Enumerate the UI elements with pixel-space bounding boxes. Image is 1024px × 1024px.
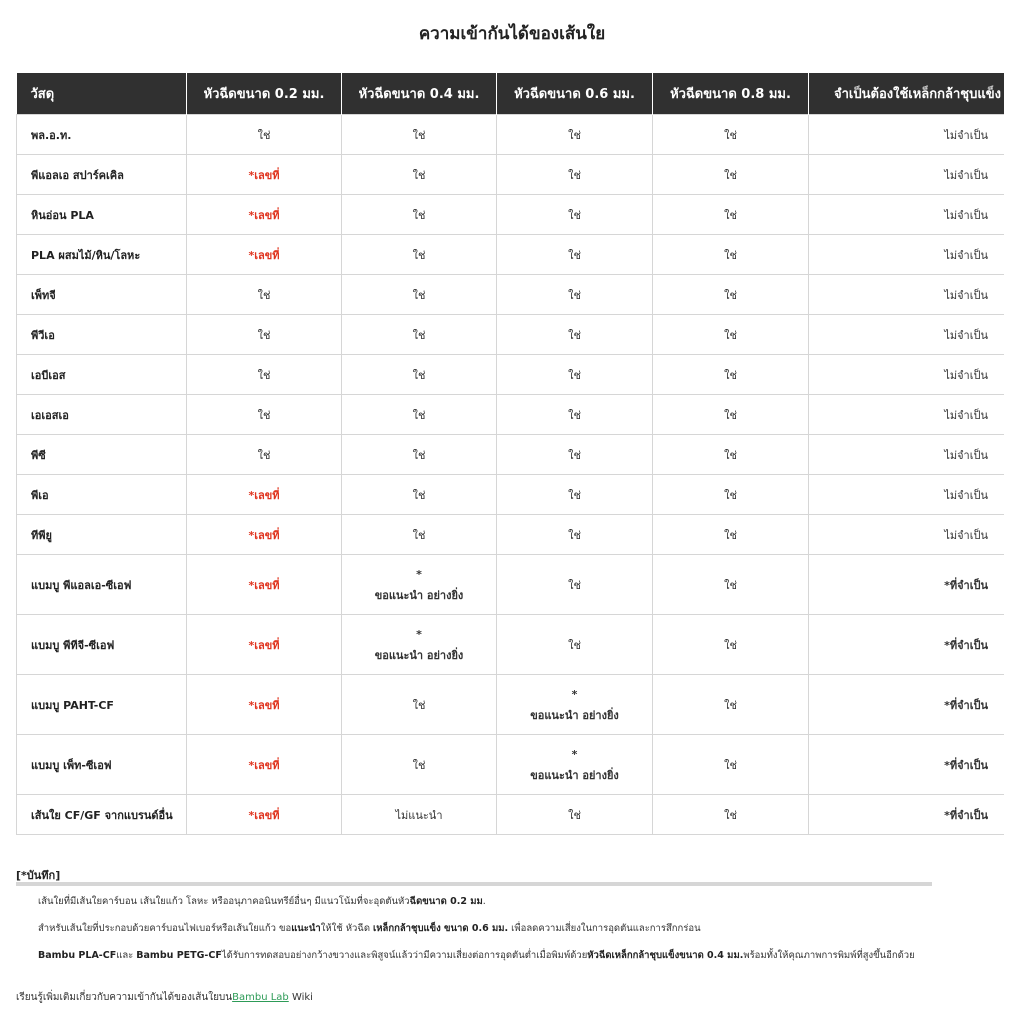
compat-value: ใช่	[568, 808, 581, 822]
hardened-steel-cell: ไม่จำเป็น	[809, 355, 1005, 395]
compat-value: ใช่	[412, 698, 426, 712]
notes-divider	[16, 882, 932, 886]
material-cell: เอเอสเอ	[17, 395, 187, 435]
nozzle-0-6-cell	[497, 275, 653, 315]
hardened-steel-cell: ไม่จำเป็น	[809, 195, 1005, 235]
compat-value: ไม่แนะนำ	[395, 808, 443, 822]
note-1-bold: ฉีดขนาด 0.2 มม	[409, 896, 483, 907]
compat-value: ใช่	[412, 758, 426, 772]
note-3	[38, 948, 915, 963]
nozzle-0-2-cell	[187, 615, 342, 675]
recommend-text: ขอแนะนำ อย่างยิ่ง	[374, 588, 464, 602]
compat-value: ใช่	[257, 128, 271, 142]
compat-value: ใช่	[568, 448, 581, 462]
compat-value: ใช่	[568, 368, 581, 382]
table-row	[17, 435, 1005, 475]
note-3-f: พร้อมทั้งให้คุณภาพการพิมพ์ที่สูงขึ้นอีกด้วย	[743, 950, 915, 961]
hardened-steel-cell: ไม่จำเป็น	[809, 115, 1005, 155]
nozzle-0-8-cell	[653, 555, 809, 615]
note-2-c: ให้ใช้ หัวฉีด	[320, 923, 374, 934]
material-cell: พีแอลเอ สปาร์คเคิล	[17, 155, 187, 195]
nozzle-0-8-cell	[653, 515, 809, 555]
note-1-end: .	[482, 896, 486, 907]
table-body	[17, 115, 1005, 835]
material-cell: แบมบู PAHT-CF	[17, 675, 187, 735]
compat-value: *เลขที่	[248, 638, 280, 652]
nozzle-0-4-cell	[342, 555, 497, 615]
nozzle-0-2-cell	[187, 515, 342, 555]
footer	[16, 990, 313, 1005]
compatibility-table	[16, 73, 1004, 835]
hardened-steel-cell: *ที่จำเป็น	[809, 555, 1005, 615]
compat-value: *เลขที่	[248, 248, 280, 262]
table-row	[17, 735, 1005, 795]
nozzle-0-4-cell	[342, 195, 497, 235]
nozzle-0-6-cell	[497, 515, 653, 555]
nozzle-0-4-cell	[342, 795, 497, 835]
compat-value: ใช่	[568, 408, 581, 422]
table-row	[17, 275, 1005, 315]
compat-value: ใช่	[568, 248, 581, 262]
nozzle-0-6-cell	[497, 195, 653, 235]
hardened-steel-cell: ไม่จำเป็น	[809, 435, 1005, 475]
compat-value: *เลขที่	[248, 578, 280, 592]
header-nozzle-0-4: หัวฉีดขนาด 0.4 มม.	[342, 73, 497, 115]
nozzle-0-6-cell	[497, 155, 653, 195]
nozzle-0-6-cell	[497, 435, 653, 475]
compat-value: ใช่	[412, 448, 426, 462]
material-cell: พีซี	[17, 435, 187, 475]
compat-value: ใช่	[412, 528, 426, 542]
nozzle-0-8-cell	[653, 275, 809, 315]
note-2-e: เพื่อลดความเสี่ยงในการอุดตันและการสึกกร่อน	[508, 923, 701, 934]
nozzle-0-2-cell	[187, 435, 342, 475]
table-row	[17, 355, 1005, 395]
note-2-b: แนะนำ	[291, 923, 321, 934]
compat-value: ใช่	[412, 128, 426, 142]
footer-text: เรียนรู้เพิ่มเติมเกี่ยวกับความเข้ากันได้ของเส้นใยบน	[16, 992, 233, 1003]
compat-value: ใช่	[724, 248, 737, 262]
nozzle-0-4-cell	[342, 475, 497, 515]
compat-value: *เลขที่	[248, 808, 280, 822]
nozzle-0-8-cell	[653, 475, 809, 515]
header-hardened-steel: จำเป็นต้องใช้เหล็กกล้าชุบแข็ง	[809, 73, 1005, 115]
header-nozzle-0-6: หัวฉีดขนาด 0.6 มม.	[497, 73, 653, 115]
nozzle-0-6-cell	[497, 795, 653, 835]
compat-value: ใช่	[724, 698, 737, 712]
hardened-steel-cell: ไม่จำเป็น	[809, 475, 1005, 515]
nozzle-0-4-cell	[342, 615, 497, 675]
nozzle-0-8-cell	[653, 395, 809, 435]
compat-value: ใช่	[568, 528, 581, 542]
hardened-steel-cell: *ที่จำเป็น	[809, 675, 1005, 735]
compat-value: ใช่	[257, 368, 271, 382]
nozzle-0-2-cell	[187, 115, 342, 155]
material-cell: แบมบู พีทีจี-ซีเอฟ	[17, 615, 187, 675]
compat-value: *เลขที่	[248, 168, 280, 182]
nozzle-0-8-cell	[653, 735, 809, 795]
page-title: ความเข้ากันได้ของเส้นใย	[418, 24, 606, 44]
table-row	[17, 515, 1005, 555]
notes-title: [*บันทึก]	[16, 869, 61, 882]
nozzle-0-2-cell	[187, 735, 342, 795]
nozzle-0-6-cell	[497, 555, 653, 615]
nozzle-0-4-cell	[342, 235, 497, 275]
compat-value: ใช่	[257, 328, 271, 342]
nozzle-0-6-cell	[497, 395, 653, 435]
nozzle-0-2-cell	[187, 275, 342, 315]
compat-value: *เลขที่	[248, 758, 280, 772]
compat-value: ใช่	[724, 638, 737, 652]
recommend-text: ขอแนะนำ อย่างยิ่ง	[530, 768, 619, 782]
compat-value: ใช่	[724, 168, 737, 182]
compat-value: ใช่	[412, 168, 426, 182]
nozzle-0-6-cell	[497, 475, 653, 515]
compat-value: ใช่	[724, 328, 737, 342]
compat-value: ใช่	[412, 328, 426, 342]
material-cell: เส้นใย CF/GF จากแบรนด์อื่น	[17, 795, 187, 835]
material-cell: พีวีเอ	[17, 315, 187, 355]
nozzle-0-2-cell	[187, 235, 342, 275]
compat-value: ใช่	[257, 448, 271, 462]
note-3-c: Bambu PETG-CF	[136, 950, 222, 961]
hardened-steel-cell: ไม่จำเป็น	[809, 395, 1005, 435]
nozzle-0-6-cell	[497, 235, 653, 275]
nozzle-0-8-cell	[653, 615, 809, 675]
nozzle-0-8-cell	[653, 315, 809, 355]
compat-value: ใช่	[724, 368, 737, 382]
compat-value: ใช่	[412, 488, 426, 502]
nozzle-0-8-cell	[653, 155, 809, 195]
compat-value: ใช่	[568, 638, 581, 652]
note-1	[38, 894, 486, 909]
note-3-a: Bambu PLA-CF	[38, 950, 117, 961]
compat-value: *เลขที่	[248, 698, 280, 712]
recommend-asterisk: *	[416, 627, 422, 641]
note-3-b: และ	[116, 950, 137, 961]
nozzle-0-8-cell	[653, 435, 809, 475]
compat-value: ใช่	[568, 288, 581, 302]
table-row	[17, 235, 1005, 275]
material-cell: ทีพียู	[17, 515, 187, 555]
material-cell: เอบีเอส	[17, 355, 187, 395]
nozzle-0-6-cell	[497, 355, 653, 395]
material-cell: เพ็ทจี	[17, 275, 187, 315]
table-row	[17, 615, 1005, 675]
material-cell: พีเอ	[17, 475, 187, 515]
nozzle-0-8-cell	[653, 675, 809, 735]
nozzle-0-8-cell	[653, 235, 809, 275]
nozzle-0-2-cell	[187, 155, 342, 195]
compat-value: ใช่	[724, 208, 737, 222]
nozzle-0-2-cell	[187, 675, 342, 735]
hardened-steel-cell: *ที่จำเป็น	[809, 795, 1005, 835]
compat-value: *เลขที่	[248, 488, 280, 502]
material-cell: พล.อ.ท.	[17, 115, 187, 155]
nozzle-0-4-cell	[342, 115, 497, 155]
hardened-steel-cell: *ที่จำเป็น	[809, 615, 1005, 675]
footer-suffix: Wiki	[288, 992, 313, 1003]
nozzle-0-6-cell	[497, 615, 653, 675]
table-row	[17, 195, 1005, 235]
table-row	[17, 675, 1005, 735]
nozzle-0-6-cell	[497, 115, 653, 155]
nozzle-0-4-cell	[342, 275, 497, 315]
nozzle-0-4-cell	[342, 435, 497, 475]
compat-value: ใช่	[257, 408, 271, 422]
table-row	[17, 155, 1005, 195]
nozzle-0-4-cell	[342, 155, 497, 195]
hardened-steel-cell: *ที่จำเป็น	[809, 735, 1005, 795]
nozzle-0-2-cell	[187, 555, 342, 615]
nozzle-0-6-cell	[497, 315, 653, 355]
nozzle-0-2-cell	[187, 355, 342, 395]
compat-value: ใช่	[568, 328, 581, 342]
compat-value: ใช่	[724, 408, 737, 422]
hardened-steel-cell: ไม่จำเป็น	[809, 235, 1005, 275]
nozzle-0-4-cell	[342, 515, 497, 555]
nozzle-0-2-cell	[187, 395, 342, 435]
header-nozzle-0-8: หัวฉีดขนาด 0.8 มม.	[653, 73, 809, 115]
nozzle-0-2-cell	[187, 475, 342, 515]
note-3-d: ได้รับการทดสอบอย่างกว้างขวางและพิสูจน์แล้วว่ามีความเสี่ยงต่อการอุดตันต่ำเมื่อพิมพ์ด้วย	[221, 950, 588, 961]
nozzle-0-4-cell	[342, 315, 497, 355]
note-2-d: เหล็กกล้าชุบแข็ง ขนาด 0.6 มม.	[373, 923, 509, 934]
compat-value: ใช่	[724, 528, 737, 542]
compat-value: ใช่	[724, 128, 737, 142]
material-cell: หินอ่อน PLA	[17, 195, 187, 235]
compat-value: ใช่	[724, 288, 737, 302]
hardened-steel-cell: ไม่จำเป็น	[809, 155, 1005, 195]
compatibility-table-wrapper	[16, 73, 1004, 835]
material-cell: แบมบู เพ็ท-ซีเอฟ	[17, 735, 187, 795]
compat-value: ใช่	[568, 168, 581, 182]
hardened-steel-cell: ไม่จำเป็น	[809, 275, 1005, 315]
header-material: วัสดุ	[17, 73, 187, 115]
compat-value: ใช่	[724, 448, 737, 462]
compat-value: ใช่	[257, 288, 271, 302]
nozzle-0-8-cell	[653, 195, 809, 235]
table-row	[17, 555, 1005, 615]
table-row	[17, 795, 1005, 835]
material-cell: PLA ผสมไม้/หิน/โลหะ	[17, 235, 187, 275]
nozzle-0-6-cell	[497, 675, 653, 735]
nozzle-0-4-cell	[342, 355, 497, 395]
note-2-a: สำหรับเส้นใยที่ประกอบด้วยคาร์บอนไฟเบอร์หรือเส้นใยแก้ว ขอ	[38, 923, 292, 934]
note-3-e: หัวฉีดเหล็กกล้าชุบแข็งขนาด 0.4 มม.	[587, 950, 744, 961]
hardened-steel-cell: ไม่จำเป็น	[809, 315, 1005, 355]
compat-value: ใช่	[412, 248, 426, 262]
recommend-text: ขอแนะนำ อย่างยิ่ง	[530, 708, 619, 722]
header-nozzle-0-2: หัวฉีดขนาด 0.2 มม.	[187, 73, 342, 115]
table-row	[17, 475, 1005, 515]
compat-value: ใช่	[724, 808, 737, 822]
compat-value: ใช่	[412, 288, 426, 302]
compat-value: ใช่	[412, 368, 426, 382]
compat-value: ใช่	[568, 128, 581, 142]
bambu-lab-wiki-link[interactable]: Bambu Lab	[232, 992, 289, 1003]
nozzle-0-2-cell	[187, 195, 342, 235]
nozzle-0-2-cell	[187, 795, 342, 835]
hardened-steel-cell: ไม่จำเป็น	[809, 515, 1005, 555]
table-header-row	[17, 73, 1005, 115]
compat-value: ใช่	[724, 578, 737, 592]
nozzle-0-6-cell	[497, 735, 653, 795]
nozzle-0-2-cell	[187, 315, 342, 355]
recommend-asterisk: *	[571, 747, 578, 761]
compat-value: ใช่	[412, 208, 426, 222]
compat-value: ใช่	[568, 488, 581, 502]
compat-value: ใช่	[724, 488, 737, 502]
compat-value: ใช่	[412, 408, 426, 422]
compat-value: ใช่	[568, 208, 581, 222]
compat-value: *เลขที่	[248, 208, 280, 222]
compat-value: ใช่	[568, 578, 581, 592]
recommend-asterisk: *	[416, 567, 422, 581]
compat-value: ใช่	[724, 758, 737, 772]
nozzle-0-4-cell	[342, 735, 497, 795]
note-1-text: เส้นใยที่มีเส้นใยคาร์บอน เส้นใยแก้ว โลหะ หรืออนุภาคอนินทรีย์อื่นๆ มีแนวโน้มที่จะอุดตันหัว	[38, 896, 410, 907]
table-row	[17, 315, 1005, 355]
material-cell: แบมบู พีแอลเอ-ซีเอฟ	[17, 555, 187, 615]
compat-value: *เลขที่	[248, 528, 280, 542]
nozzle-0-4-cell	[342, 395, 497, 435]
table-row	[17, 395, 1005, 435]
nozzle-0-8-cell	[653, 355, 809, 395]
recommend-text: ขอแนะนำ อย่างยิ่ง	[374, 648, 464, 662]
note-2	[38, 921, 701, 936]
recommend-asterisk: *	[571, 687, 578, 701]
table-row	[17, 115, 1005, 155]
nozzle-0-8-cell	[653, 795, 809, 835]
nozzle-0-8-cell	[653, 115, 809, 155]
nozzle-0-4-cell	[342, 675, 497, 735]
